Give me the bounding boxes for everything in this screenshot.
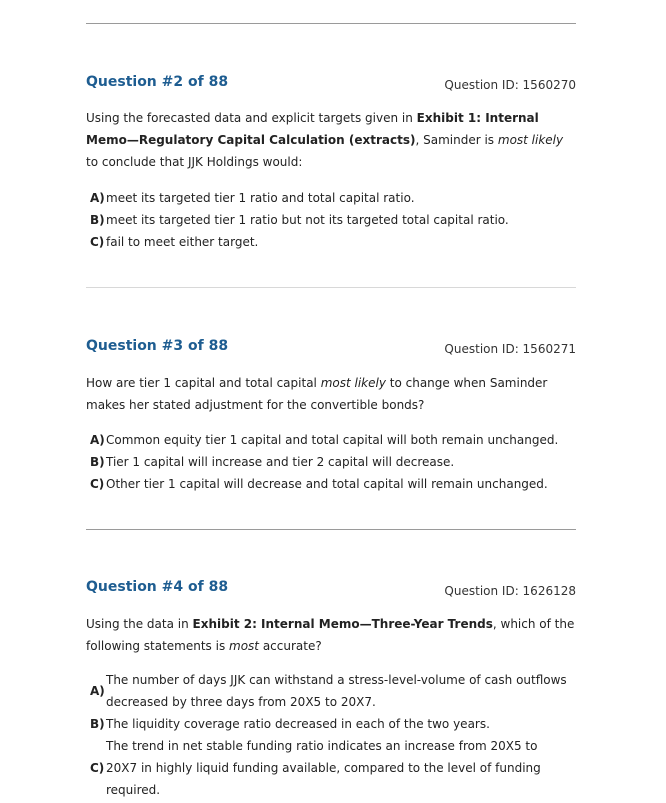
question-id: Question ID: 1626128	[444, 584, 576, 598]
section-divider	[86, 529, 576, 530]
answer-option-a[interactable]: A) meet its targeted tier 1 ratio and total capital ratio.	[90, 191, 415, 205]
question-stem: Using the data in Exhibit 2: Internal Memo—Three-Year Trends, which of the following statements is most accurate?	[86, 617, 575, 653]
answer-option-c[interactable]: C) The trend in net stable funding ratio indicates an increase from 20X5 to 20X7 in highly liquid funding available, compared to the level of funding required.	[90, 739, 541, 797]
section-divider	[86, 23, 576, 24]
answer-option-c[interactable]: C) fail to meet either target.	[90, 235, 259, 249]
question-title: Question #4 of 88	[86, 579, 229, 595]
answer-option-c[interactable]: C) Other tier 1 capital will decrease and total capital will remain unchanged.	[90, 477, 548, 491]
answer-option-b[interactable]: B) meet its targeted tier 1 ratio but not its targeted total capital ratio.	[90, 213, 509, 227]
question-title: Question #3 of 88	[86, 338, 229, 354]
answer-options	[90, 429, 570, 495]
question-id: Question ID: 1560270	[444, 78, 576, 92]
answer-option-b[interactable]: B) Tier 1 capital will increase and tier 2 capital will decrease.	[90, 455, 455, 469]
question-stem: How are tier 1 capital and total capital most likely to change when Saminder makes her stated adjustment for the convertible bonds?	[86, 376, 548, 412]
question-stem: Using the forecasted data and explicit targets given in Exhibit 1: Internal Memo—Regulatory Capital Calculation (extracts), Saminder is most likely to conclude that JJK Holdings would:	[86, 111, 564, 169]
answer-options	[90, 669, 570, 801]
section-divider	[86, 287, 576, 288]
answer-option-a[interactable]: A) Common equity tier 1 capital and total capital will both remain unchanged.	[90, 433, 559, 447]
answer-option-a[interactable]: A) The number of days JJK can withstand a stress-level-volume of cash outflows decreased by three days from 20X5 to 20X7.	[90, 673, 567, 709]
question-title: Question #2 of 88	[86, 74, 229, 90]
answer-options	[90, 187, 570, 253]
question-id: Question ID: 1560271	[444, 342, 576, 356]
answer-option-b[interactable]: B) The liquidity coverage ratio decreased in each of the two years.	[90, 717, 490, 731]
